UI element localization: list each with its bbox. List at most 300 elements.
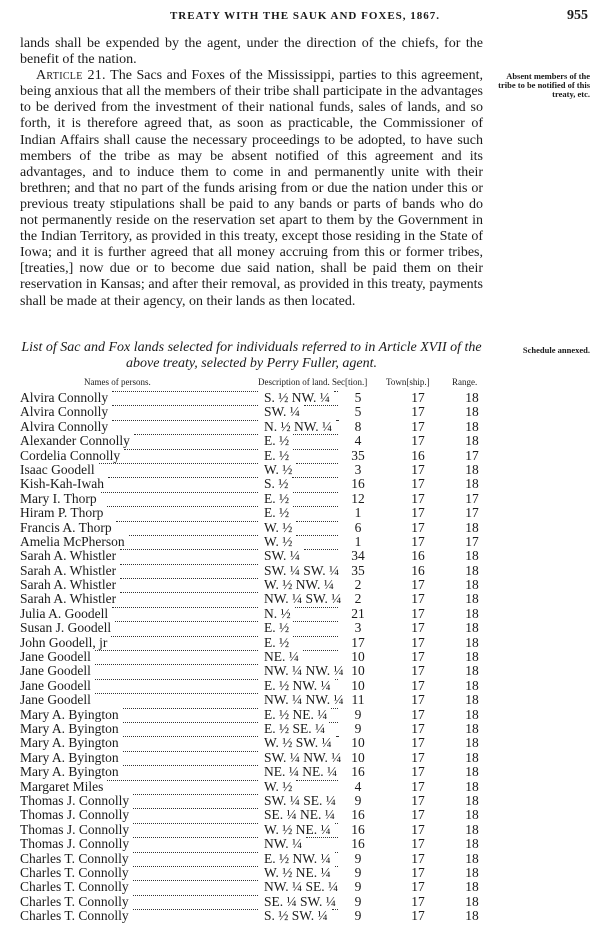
cell-range: 18	[465, 749, 479, 765]
cell-range: 18	[465, 692, 479, 708]
cell-range: 17	[465, 447, 479, 463]
leader-dots	[133, 895, 258, 896]
cell-description: W. ½ NE. ¼	[264, 821, 331, 837]
cell-name: Thomas J. Connolly	[20, 792, 130, 808]
cell-section: 9	[354, 792, 362, 808]
leader-dots	[107, 780, 258, 781]
cell-name: Mary A. Byington	[20, 720, 119, 736]
page-number: 955	[567, 8, 588, 23]
leader-dots	[296, 780, 338, 781]
leader-dots	[108, 477, 258, 478]
table-header	[20, 377, 490, 389]
cell-township: 17	[411, 404, 425, 420]
cell-range: 18	[465, 634, 479, 650]
leader-dots	[306, 837, 338, 838]
cell-township: 17	[411, 519, 425, 535]
cell-township: 17	[411, 836, 425, 852]
leader-dots	[331, 708, 338, 709]
table-row	[20, 794, 490, 808]
leader-dots	[293, 449, 338, 450]
cell-range: 18	[465, 519, 479, 535]
column-header-township: Town[ship.]	[386, 377, 430, 387]
cell-section: 10	[351, 649, 365, 665]
cell-description: SW. ¼	[264, 404, 300, 420]
cell-range: 18	[465, 591, 479, 607]
leader-dots	[335, 866, 338, 867]
table-row	[20, 895, 490, 909]
cell-description: N. ½	[264, 605, 291, 621]
table-row	[20, 607, 490, 621]
cell-name: Charles T. Connolly	[20, 893, 129, 909]
leader-dots	[120, 564, 258, 565]
table-row	[20, 434, 490, 448]
cell-section: 34	[351, 548, 365, 564]
cell-section: 6	[354, 519, 362, 535]
cell-range: 18	[465, 548, 479, 564]
leader-dots	[334, 391, 338, 392]
cell-name: John Goodell, jr	[20, 634, 108, 650]
cell-name: Thomas J. Connolly	[20, 836, 130, 852]
leader-dots	[335, 679, 338, 680]
cell-range: 18	[465, 778, 479, 794]
cell-name: Charles T. Connolly	[20, 850, 129, 866]
cell-name: Charles T. Connolly	[20, 908, 129, 924]
treaty-text	[20, 36, 483, 310]
cell-description: NW. ¼ SE. ¼	[264, 879, 339, 895]
cell-name: Mary A. Byington	[20, 706, 119, 722]
cell-description: SW. ¼ SE. ¼	[264, 792, 336, 808]
cell-section: 9	[354, 706, 362, 722]
cell-description: W. ½ NW. ¼	[264, 577, 334, 593]
table-row	[20, 405, 490, 419]
cell-section: 10	[351, 735, 365, 751]
table-row	[20, 578, 490, 592]
table-row	[20, 837, 490, 851]
cell-township: 17	[411, 418, 425, 434]
cell-section: 4	[354, 433, 362, 449]
leader-dots	[293, 621, 338, 622]
cell-description: S. ½	[264, 476, 289, 492]
table-row	[20, 736, 490, 750]
cell-description: SE. ¼ NE. ¼	[264, 807, 335, 823]
column-header-description: Description of land.	[258, 377, 330, 387]
table-row	[20, 535, 490, 549]
cell-section: 3	[354, 620, 362, 636]
cell-description: E. ½ NW. ¼	[264, 850, 331, 866]
leader-dots	[133, 837, 258, 838]
table-row	[20, 765, 490, 779]
cell-section: 2	[354, 577, 362, 593]
leader-dots	[332, 909, 338, 910]
schedule-heading: List of Sac and Fox lands selected for individuals referred to in Article XVII of the above treaty, selected by Perry Fuller, agent.	[21, 340, 482, 371]
leader-dots	[293, 492, 338, 493]
cell-section: 35	[351, 447, 365, 463]
cell-township: 17	[411, 720, 425, 736]
cell-description: S. ½ NW. ¼	[264, 390, 330, 405]
cell-township: 17	[411, 663, 425, 679]
cell-township: 17	[411, 778, 425, 794]
cell-range: 18	[465, 677, 479, 693]
cell-description: W. ½	[264, 461, 293, 477]
cell-range: 18	[465, 821, 479, 837]
cell-range: 18	[465, 807, 479, 823]
table-row	[20, 866, 490, 880]
cell-description: NW. ¼ NW. ¼	[264, 663, 344, 679]
cell-name: Sarah A. Whistler	[20, 562, 117, 578]
leader-dots	[123, 736, 258, 737]
cell-range: 18	[465, 649, 479, 665]
leader-dots	[123, 751, 258, 752]
table-row	[20, 679, 490, 693]
cell-range: 18	[465, 792, 479, 808]
schedule-table	[20, 391, 490, 923]
cell-township: 17	[411, 620, 425, 636]
cell-section: 11	[351, 692, 365, 708]
leader-dots	[292, 477, 338, 478]
cell-description: E. ½	[264, 490, 290, 506]
cell-section: 9	[354, 879, 362, 895]
article-21-paragraph	[20, 68, 483, 309]
table-row	[20, 420, 490, 434]
cell-description: W. ½ SW. ¼	[264, 735, 332, 751]
table-row	[20, 664, 490, 678]
cell-township: 17	[411, 850, 425, 866]
cell-section: 4	[354, 778, 362, 794]
table-row	[20, 751, 490, 765]
cell-range: 18	[465, 620, 479, 636]
cell-township: 17	[411, 390, 425, 405]
cell-name: Alexander Connolly	[20, 433, 130, 449]
cell-range: 18	[465, 390, 479, 405]
cell-description: SW. ¼	[264, 548, 300, 564]
cell-section: 21	[351, 605, 365, 621]
cell-section: 9	[354, 720, 362, 736]
cell-description: E. ½ NE. ¼	[264, 706, 328, 722]
table-row	[20, 808, 490, 822]
leader-dots	[336, 420, 338, 421]
cell-section: 3	[354, 461, 362, 477]
leader-dots	[120, 578, 258, 579]
leader-dots	[296, 521, 338, 522]
cell-name: Francis A. Thorp	[20, 519, 112, 535]
cell-name: Hiram P. Thorp	[20, 505, 104, 521]
table-row	[20, 564, 490, 578]
leader-dots	[295, 607, 338, 608]
leader-dots	[293, 434, 338, 435]
cell-description: NE. ¼ NE. ¼	[264, 764, 338, 780]
cell-township: 17	[411, 879, 425, 895]
leader-dots	[116, 521, 258, 522]
cell-range: 18	[465, 605, 479, 621]
cell-township: 17	[411, 908, 425, 924]
cell-section: 16	[351, 764, 365, 780]
cell-section: 10	[351, 663, 365, 679]
cell-township: 17	[411, 792, 425, 808]
cell-description: NW. ¼ NW. ¼	[264, 692, 344, 708]
cell-name: Mary A. Byington	[20, 749, 119, 765]
cell-name: Amelia McPherson	[20, 533, 125, 549]
cell-description: W. ½	[264, 519, 293, 535]
cell-name: Susan J. Goodell	[20, 620, 112, 636]
cell-section: 5	[354, 390, 362, 405]
cell-description: E. ½ SE. ¼	[264, 720, 326, 736]
leader-dots	[336, 736, 338, 737]
cell-section: 10	[351, 749, 365, 765]
cell-range: 18	[465, 418, 479, 434]
leader-dots	[133, 794, 258, 795]
cell-description: SE. ¼ SW. ¼	[264, 893, 336, 909]
table-row	[20, 852, 490, 866]
leader-dots	[123, 722, 258, 723]
cell-name: Jane Goodell	[20, 663, 91, 679]
cell-section: 35	[351, 562, 365, 578]
cell-name: Mary I. Thorp	[20, 490, 97, 506]
cell-section: 16	[351, 807, 365, 823]
cell-range: 18	[465, 663, 479, 679]
cell-township: 16	[411, 562, 425, 578]
cell-township: 17	[411, 433, 425, 449]
leader-dots	[112, 391, 258, 392]
cell-range: 17	[465, 490, 479, 506]
cell-section: 9	[354, 864, 362, 880]
leader-dots	[115, 621, 258, 622]
cell-range: 18	[465, 908, 479, 924]
cell-section: 1	[354, 505, 362, 521]
table-row	[20, 521, 490, 535]
cell-description: W. ½ NE. ¼	[264, 864, 331, 880]
cell-township: 17	[411, 764, 425, 780]
cell-range: 17	[465, 505, 479, 521]
table-row	[20, 780, 490, 794]
column-header-name: Names of persons.	[84, 377, 151, 387]
cell-section: 10	[351, 677, 365, 693]
cell-township: 17	[411, 476, 425, 492]
leader-dots	[123, 765, 258, 766]
table-row	[20, 880, 490, 894]
cell-section: 5	[354, 404, 362, 420]
cell-description: E. ½	[264, 433, 290, 449]
cell-name: Alvira Connolly	[20, 390, 109, 405]
margin-note-absent-members: Absent members of the tribe to be notified of this treaty, etc.	[498, 71, 590, 99]
cell-name: Sarah A. Whistler	[20, 548, 117, 564]
cell-township: 17	[411, 533, 425, 549]
cell-range: 18	[465, 864, 479, 880]
cell-township: 17	[411, 807, 425, 823]
leader-dots	[304, 405, 338, 406]
table-row	[20, 722, 490, 736]
cell-name: Thomas J. Connolly	[20, 821, 130, 837]
leader-dots	[112, 607, 258, 608]
table-row	[20, 636, 490, 650]
table-row	[20, 463, 490, 477]
cell-range: 18	[465, 735, 479, 751]
cell-description: E. ½	[264, 620, 290, 636]
cell-description: E. ½ NW. ¼	[264, 677, 331, 693]
leader-dots	[296, 535, 338, 536]
table-row	[20, 449, 490, 463]
cell-range: 18	[465, 893, 479, 909]
cell-section: 9	[354, 908, 362, 924]
cell-range: 18	[465, 720, 479, 736]
cell-range: 17	[465, 533, 479, 549]
column-header-range: Range.	[452, 377, 478, 387]
cell-range: 18	[465, 433, 479, 449]
cell-township: 17	[411, 749, 425, 765]
leader-dots	[133, 880, 258, 881]
cell-name: Mary A. Byington	[20, 735, 119, 751]
leader-dots	[303, 650, 338, 651]
table-row	[20, 650, 490, 664]
cell-description: N. ½ NW. ¼	[264, 418, 333, 434]
cell-range: 18	[465, 461, 479, 477]
leader-dots	[123, 708, 258, 709]
cell-name: Mary A. Byington	[20, 764, 119, 780]
cell-township: 17	[411, 591, 425, 607]
cell-section: 1	[354, 533, 362, 549]
leader-dots	[95, 679, 258, 680]
cell-township: 16	[411, 548, 425, 564]
leader-dots	[335, 852, 338, 853]
cell-description: E. ½	[264, 634, 290, 650]
cell-range: 18	[465, 562, 479, 578]
cell-range: 18	[465, 404, 479, 420]
cell-range: 18	[465, 577, 479, 593]
cell-section: 2	[354, 591, 362, 607]
table-row	[20, 909, 490, 923]
cell-section: 17	[351, 634, 365, 650]
cell-township: 17	[411, 706, 425, 722]
cell-range: 18	[465, 850, 479, 866]
cell-section: 16	[351, 821, 365, 837]
cell-name: Sarah A. Whistler	[20, 591, 117, 607]
cell-section: 8	[354, 418, 362, 434]
cell-range: 18	[465, 764, 479, 780]
cell-township: 17	[411, 461, 425, 477]
cell-township: 17	[411, 634, 425, 650]
cell-township: 17	[411, 864, 425, 880]
cell-section: 12	[351, 490, 365, 506]
cell-range: 18	[465, 879, 479, 895]
leader-dots	[133, 808, 258, 809]
cell-name: Jane Goodell	[20, 649, 91, 665]
leader-dots	[120, 592, 258, 593]
leader-dots	[293, 506, 338, 507]
cell-description: E. ½	[264, 447, 290, 463]
leader-dots	[329, 722, 338, 723]
leader-dots	[112, 405, 258, 406]
cell-description: W. ½	[264, 778, 293, 794]
cell-section: 16	[351, 476, 365, 492]
leader-dots	[133, 866, 258, 867]
cell-range: 18	[465, 706, 479, 722]
cell-township: 17	[411, 677, 425, 693]
leader-dots	[304, 549, 338, 550]
cell-township: 17	[411, 505, 425, 521]
table-row	[20, 492, 490, 506]
column-header-section: Sec[tion.]	[332, 377, 368, 387]
article-21-text: The Sacs and Foxes of the Mississippi, parties to this agreement, being anxious that all the members of their tribe shall participate in the advantages to be derived from the investment of their national funds, sales of lands, and so forth, it is therefore agreed that, as soon as practicable, the Commissioner of Indian Affairs shall cause the necessary proceedings to be adopted, to have such members of the tribe as may be absent notified of this agreement and its advantages, and to induce them to come in and permanently unite with their brethren; and that no part of the funds arising from or due the nation under this or previous treaty stipulations shall be paid to any bands or parts of bands who do not permanently reside on the reservation set apart to them by the Government in the Indian Territory, as provided in this treaty, except those residing in the State of Iowa; and it is further agreed that all money accruing from this or former tribes, [treaties,] now due or to become due said nation, shall be paid them on their reservation in Kansas; and after their removal, as provided in this treaty, payments shall be made at their agency, on their lands as then located.	[20, 68, 483, 309]
cell-name: Sarah A. Whistler	[20, 577, 117, 593]
cell-township: 17	[411, 821, 425, 837]
cell-township: 17	[411, 893, 425, 909]
leader-dots	[95, 693, 258, 694]
cell-township: 17	[411, 577, 425, 593]
paragraph-continuation: lands shall be expended by the agent, under the direction of the chiefs, for the benefit of the nation.	[20, 36, 483, 68]
cell-description: NW. ¼ SW. ¼	[264, 591, 342, 607]
article-label: Article 21.	[36, 68, 106, 84]
cell-township: 17	[411, 649, 425, 665]
table-row	[20, 549, 490, 563]
cell-section: 9	[354, 893, 362, 909]
table-row	[20, 708, 490, 722]
cell-name: Kish-Kah-Iwah	[20, 476, 104, 492]
leader-dots	[95, 664, 258, 665]
cell-township: 17	[411, 490, 425, 506]
cell-description: SW. ¼ SW. ¼	[264, 562, 340, 578]
cell-township: 17	[411, 735, 425, 751]
page-header	[20, 8, 590, 30]
leader-dots	[95, 650, 258, 651]
cell-name: Charles T. Connolly	[20, 864, 129, 880]
leader-dots	[296, 463, 338, 464]
table-row	[20, 391, 490, 405]
cell-range: 18	[465, 476, 479, 492]
running-title: TREATY WITH THE SAUK AND FOXES, 1867.	[169, 10, 441, 22]
leader-dots	[134, 434, 258, 435]
leader-dots	[133, 909, 258, 910]
cell-name: Julia A. Goodell	[20, 605, 109, 621]
cell-name: Charles T. Connolly	[20, 879, 129, 895]
cell-name: Thomas J. Connolly	[20, 807, 130, 823]
margin-note-schedule: Schedule annexed.	[522, 345, 590, 355]
table-row	[20, 823, 490, 837]
cell-description: S. ½ SW. ¼	[264, 908, 328, 924]
cell-name: Alvira Connolly	[20, 418, 109, 434]
cell-name: Alvira Connolly	[20, 404, 109, 420]
cell-name: Cordelia Connolly	[20, 447, 121, 463]
leader-dots	[99, 463, 258, 464]
cell-description: NW. ¼	[264, 836, 303, 852]
cell-description: NE. ¼	[264, 649, 299, 665]
leader-dots	[133, 852, 258, 853]
leader-dots	[335, 823, 338, 824]
cell-name: Isaac Goodell	[20, 461, 95, 477]
cell-section: 16	[351, 836, 365, 852]
leader-dots	[107, 506, 258, 507]
cell-township: 17	[411, 605, 425, 621]
table-row	[20, 693, 490, 707]
cell-range: 18	[465, 836, 479, 852]
cell-section: 9	[354, 850, 362, 866]
leader-dots	[293, 636, 338, 637]
table-row	[20, 477, 490, 491]
table-row	[20, 592, 490, 606]
cell-name: Jane Goodell	[20, 677, 91, 693]
leader-dots	[124, 449, 258, 450]
cell-description: SW. ¼ NW. ¼	[264, 749, 342, 765]
leader-dots	[133, 823, 258, 824]
cell-description: E. ½	[264, 505, 290, 521]
leader-dots	[112, 420, 258, 421]
cell-township: 16	[411, 447, 425, 463]
leader-dots	[101, 492, 258, 493]
cell-township: 17	[411, 692, 425, 708]
cell-name: Jane Goodell	[20, 692, 91, 708]
table-row	[20, 506, 490, 520]
cell-description: W. ½	[264, 533, 293, 549]
table-row	[20, 621, 490, 635]
cell-name: Margaret Miles	[20, 778, 104, 794]
